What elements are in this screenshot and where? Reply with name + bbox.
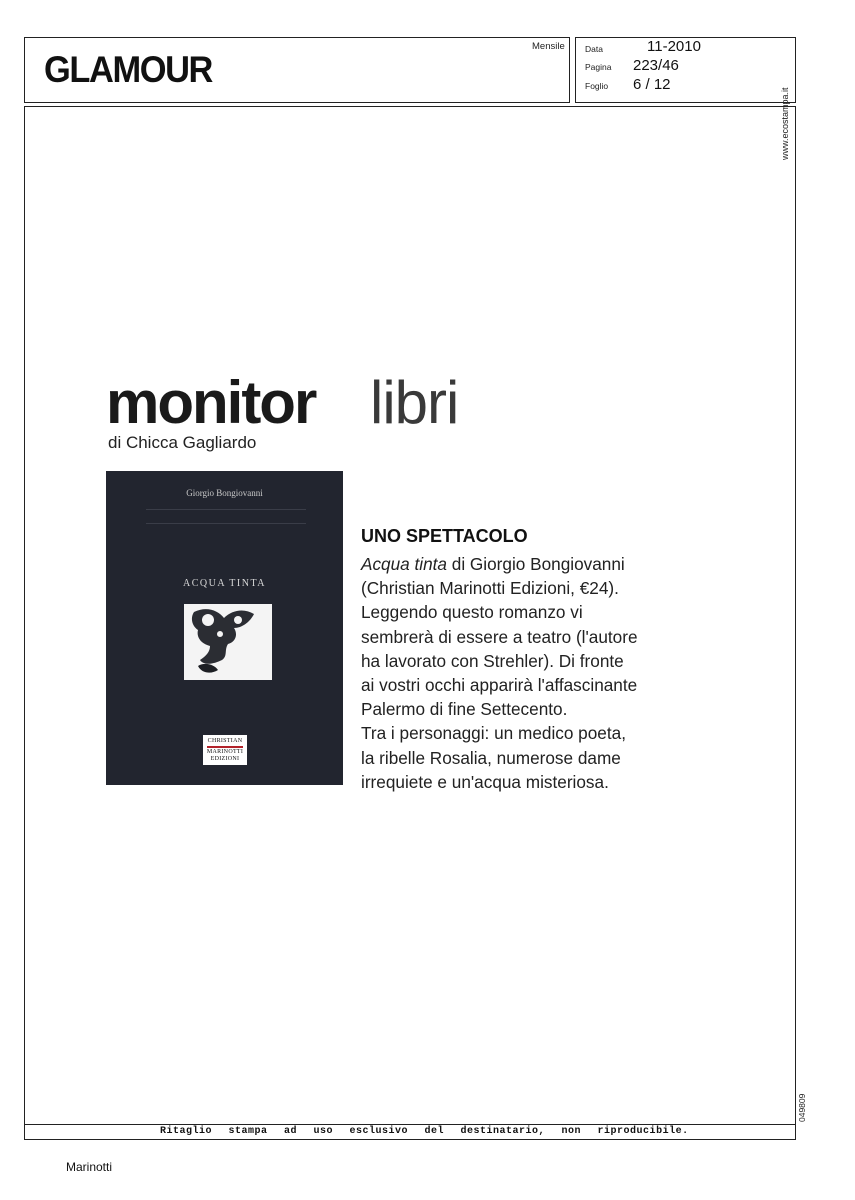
date-label: Data <box>585 44 603 54</box>
article-line: ai vostri occhi apparirà l'affascinante <box>361 675 638 696</box>
periodicity-label: Mensile <box>532 41 565 52</box>
article-line: Palermo di fine Settecento. <box>361 699 568 720</box>
cover-title: ACQUA TINTA <box>182 578 266 589</box>
publisher-line-2: MARINOTTI <box>206 748 244 755</box>
publisher-line-1: CHRISTIAN <box>207 737 243 744</box>
book-cover <box>106 471 343 785</box>
column-title-light: libri <box>370 369 459 436</box>
article-line: irrequiete e un'acqua misteriosa. <box>361 771 609 792</box>
article-body <box>361 552 721 794</box>
publisher-logo <box>203 735 247 765</box>
article-line <box>361 552 721 576</box>
article-line-rest: di Giorgio Bongiovanni <box>447 554 625 574</box>
article-heading: UNO SPETTACOLO <box>361 526 528 546</box>
column-title-bold: monitor <box>106 369 316 436</box>
date-value: 11-2010 <box>647 38 701 55</box>
book-title: Acqua tinta <box>361 554 447 574</box>
client-name: Marinotti <box>66 1160 113 1174</box>
masthead-logo: GLAMOUR <box>44 49 213 90</box>
footer-divider <box>24 1124 796 1125</box>
article-line: Tra i personaggi: un medico poeta, <box>361 723 626 744</box>
cover-illustration <box>184 604 272 680</box>
article-line: (Christian Marinotti Edizioni, €24). <box>361 578 619 599</box>
page-label: Pagina <box>585 62 612 72</box>
article-line: ha lavorato con Strehler). Di fronte <box>361 650 624 671</box>
article-line: la ribelle Rosalia, numerose dame <box>361 747 621 768</box>
page-value: 223/46 <box>633 57 679 74</box>
cover-author: Giorgio Bongiovanni <box>186 488 263 498</box>
byline: di Chicca Gagliardo <box>108 433 257 452</box>
footer-disclaimer: Ritaglio stampa ad uso esclusivo del destinatario, non riproducibile. <box>160 1126 689 1137</box>
article-line: sembrerà di essere a teatro (l'autore <box>361 626 638 647</box>
cover-illustration-art <box>184 604 272 680</box>
cover-faint-line <box>146 509 306 510</box>
cover-faint-line <box>146 523 306 524</box>
article-line: Leggendo questo romanzo vi <box>361 602 583 623</box>
sheet-label: Foglio <box>585 81 609 91</box>
publisher-logo-bar <box>207 746 243 748</box>
sheet-value: 6 / 12 <box>633 76 671 93</box>
publisher-line-3: EDIZIONI <box>210 755 240 762</box>
side-code: 049809 <box>797 1093 807 1122</box>
side-url: www.ecostampa.it <box>780 87 790 160</box>
